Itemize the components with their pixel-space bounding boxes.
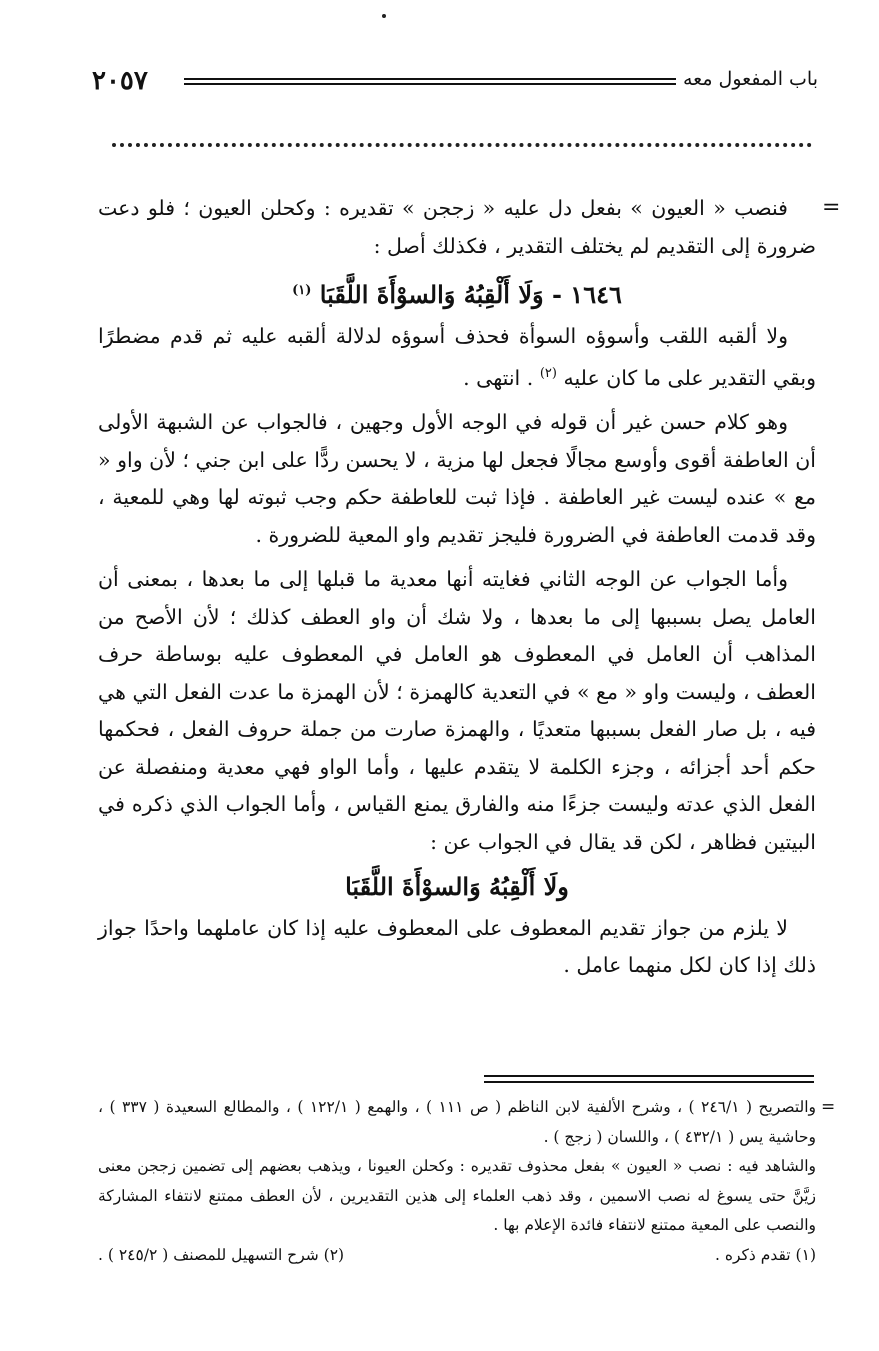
top-dot — [382, 14, 386, 18]
paragraph-4: وأما الجواب عن الوجه الثاني فغايته أنها معدية ما قبلها إلى ما بعدها ، بمعنى أن العامل يصل بسببها إلى ما بعدها ، ولا شك أن واو العطف كذلك ؛ لأن الأصح من المذاهب أن العامل في المعطوف هو العامل في المعطوف عليه بوساطة حرف العطف ، وليست واو « مع » في التعدية كالهمزة ؛ لأن الهمزة ما عدت الفعل التي هي فيه ، بل صار الفعل بسببها متعديًا ، والهمزة صارت من جملة حروف الفعل ، فحكمها حكم أحد أجزائه ، وجزء الكلمة لا يتقدم عليها ، وأما الواو فهي معدية ومنفصلة عن الفعل الذي عدته وليست جزءًا منه والفارق يمنع القياس ، وأما الجواب الذي ذكره في البيتين فظاهر ، لكن قد يقال في الجواب عن : — [98, 567, 816, 854]
verse-1 — [98, 272, 816, 314]
header-rule — [184, 78, 676, 85]
running-title: باب المفعول معه — [682, 68, 818, 90]
verse-2: ولَا أَلْقِبُهُ وَالسوْأَةَ اللَّقَبَا — [345, 872, 569, 902]
paragraph-2-end: . انتهى . — [463, 365, 534, 390]
paragraph-1: فنصب « العيون » بفعل دل عليه « زججن » تقديره : وكحلن العيون ؛ فلو دعت ضرورة إلى التقديم لم يختلف التقدير ، فكذلك أصل : — [98, 196, 816, 258]
verse-number: ١٦٤٦ - — [551, 280, 622, 309]
page-number: ٢٠٥٧ — [92, 66, 148, 96]
paragraph-2-footnote-ref: (٢) — [539, 366, 557, 381]
footnote-rule-top — [484, 1075, 814, 1077]
footnote-witness: والشاهد فيه : نصب « العيون » بفعل محذوف تقديره : وكحلن العيونا ، ويذهب بعضهم إلى تضمين زججن معنى زيَّنَّ حتى يسوغ له نصب الاسمين ، وقد ذهب العلماء إلى هذين التقديرين ، لأن العطف ممتنع لانتفاء المشاركة والنصب على المعية ممتنع لانتفاء فائدة الإعلام بها . — [98, 1157, 816, 1234]
paragraph-2-text: ولا ألقبه اللقب وأسوؤه السوأة فحذف أسوؤه لدلالة ألقبه عليه ثم قدم مضطرًا وبقي التقدير على ما كان عليه — [98, 323, 816, 390]
page-header — [92, 66, 818, 98]
paragraph-3: وهو كلام حسن غير أن قوله في الوجه الأول وجهين ، فالجواب عن الشبهة الأولى أن العاطفة أقوى وأوسع مجالًا فجعل لها مزية ، لا يحسن ردًّا على ابن جني ؛ لأن واو « مع » عنده ليست غير العاطفة . فإذا ثبت للعاطفة حكم وجب ثبوته لها وهي للمعية ، وقد قدمت العاطفة في الضرورة فليجز تقديم واو المعية للضرورة . — [98, 410, 816, 547]
paragraph-2 — [98, 318, 816, 398]
verse-footnote-ref: (١) — [292, 283, 312, 298]
footnote-continued: والتصريح ( ٢٤٦/١ ) ، وشرح الألفية لابن الناظم ( ص ١١١ ) ، والهمع ( ١٢٢/١ ) ، والمطالع السعيدة ( ٣٣٧ ) ، وحاشية يس ( ٤٣٢/١ ) ، واللسان ( زجج ) . — [98, 1098, 817, 1146]
footnote-1: (١) تقدم ذكره . — [715, 1245, 816, 1264]
footnotes — [98, 1093, 816, 1270]
paragraph-5: لا يلزم من جواز تقديم المعطوف على المعطوف عليه إذا كان عاملهما واحدًا جواز ذلك إذا كان لكل منهما عامل . — [98, 915, 816, 978]
footnote-rule-bottom — [484, 1081, 814, 1083]
verse-text: وَلَا أَلْقِبُهُ وَالسوْأَةَ اللَّقَبَا — [319, 280, 544, 309]
footnote-2: (٢) شرح التسهيل للمصنف ( ٢٤٥/٢ ) . — [98, 1245, 345, 1264]
footnote-refs — [98, 1241, 816, 1271]
dotted-divider — [112, 143, 812, 147]
main-text — [98, 190, 816, 992]
footnote-continuation-marker: = — [821, 1097, 836, 1117]
continuation-marker: = — [822, 195, 841, 220]
